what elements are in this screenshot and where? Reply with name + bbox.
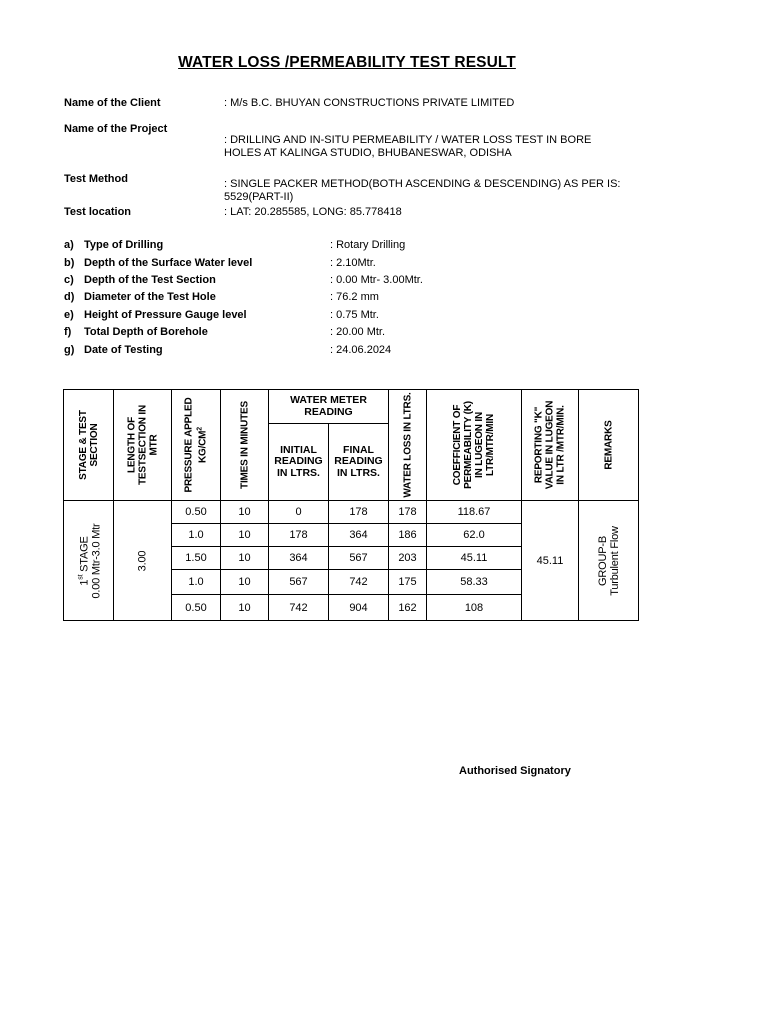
- item-total-depth: [64, 326, 208, 338]
- row-loss: 186: [389, 524, 427, 547]
- row-loss: 203: [389, 547, 427, 570]
- item-value-depth-test-section: : 0.00 Mtr- 3.00Mtr.: [330, 274, 423, 286]
- stage-cell: [64, 501, 114, 621]
- item-surface-water-level: [64, 257, 252, 269]
- row-final: 742: [329, 570, 389, 595]
- item-letter: e): [64, 309, 74, 321]
- row-k: 45.11: [427, 547, 522, 570]
- item-letter: d): [64, 291, 75, 303]
- length-cell: [114, 501, 172, 621]
- remarks-group: GROUP-B: [596, 535, 609, 586]
- header-pressure-sup: 2: [196, 426, 204, 431]
- item-label-text: Total Depth of Borehole: [84, 326, 208, 338]
- row-time: 10: [221, 501, 269, 524]
- row-loss: 162: [389, 595, 427, 621]
- row-loss: 175: [389, 570, 427, 595]
- remarks-cell: [579, 501, 639, 621]
- row-initial: 742: [269, 595, 329, 621]
- remarks-flow: Turbulent Flow: [608, 525, 621, 596]
- stage-num: 1: [77, 579, 90, 586]
- item-label-text: Type of Drilling: [84, 239, 164, 251]
- stage-word: STAGE: [77, 535, 90, 572]
- header-coefficient: [427, 390, 522, 501]
- item-letter: a): [64, 239, 74, 251]
- item-label-text: Diameter of the Test Hole: [84, 291, 216, 303]
- header-length-text: LENGTH OF TESTSECTION IN MTR: [126, 405, 159, 485]
- item-value-total-depth: : 20.00 Mtr.: [330, 326, 386, 338]
- authorised-signatory: Authorised Signatory: [459, 765, 571, 777]
- row-k: 118.67: [427, 501, 522, 524]
- row-final: 364: [329, 524, 389, 547]
- row-time: 10: [221, 547, 269, 570]
- header-pressure-text: [183, 395, 208, 495]
- header-remarks-text: REMARKS: [603, 420, 614, 470]
- item-depth-test-section: [64, 274, 216, 286]
- item-label-text: Date of Testing: [84, 344, 163, 356]
- header-stage-text: STAGE & TEST SECTION: [77, 410, 100, 480]
- item-value-diameter-test-hole: : 76.2 mm: [330, 291, 379, 303]
- row-loss: 178: [389, 501, 427, 524]
- test-method-label: Test Method: [64, 173, 128, 185]
- header-water-meter: WATER METER READING: [269, 390, 389, 424]
- header-reporting: [522, 390, 579, 501]
- table-row: [64, 501, 639, 524]
- row-final: 567: [329, 547, 389, 570]
- header-initial: INITIAL READING IN LTRS.: [269, 424, 329, 501]
- row-time: 10: [221, 595, 269, 621]
- row-time: 10: [221, 524, 269, 547]
- header-remarks: [579, 390, 639, 501]
- header-length: [114, 390, 172, 501]
- row-initial: 178: [269, 524, 329, 547]
- item-letter: g): [64, 344, 75, 356]
- item-date-of-testing: [64, 344, 163, 356]
- item-pressure-gauge-height: [64, 309, 247, 321]
- stage-text: [75, 501, 102, 621]
- row-initial: 567: [269, 570, 329, 595]
- item-letter: f): [64, 326, 72, 338]
- row-final: 904: [329, 595, 389, 621]
- header-stage: [64, 390, 114, 501]
- item-label-text: Depth of the Test Section: [84, 274, 216, 286]
- client-label: Name of the Client: [64, 97, 161, 109]
- row-pressure: 0.50: [172, 595, 221, 621]
- test-location-label: Test location: [64, 206, 132, 218]
- row-k: 62.0: [427, 524, 522, 547]
- row-pressure: 1.0: [172, 570, 221, 595]
- header-pressure-label: PRESSURE APPLED KG/CM: [183, 397, 209, 493]
- results-table: [63, 389, 639, 621]
- item-value-surface-water-level: : 2.10Mtr.: [330, 257, 376, 269]
- row-time: 10: [221, 570, 269, 595]
- header-times-text: TIMES IN MINUTES: [239, 401, 250, 489]
- item-letter: b): [64, 257, 75, 269]
- project-value: : DRILLING AND IN-SITU PERMEABILITY / WATER LOSS TEST IN BORE HOLES AT KALINGA STUDIO, BHUBANESWAR, ODISHA: [224, 134, 592, 159]
- row-pressure: 1.0: [172, 524, 221, 547]
- row-initial: 0: [269, 501, 329, 524]
- document-title: WATER LOSS /PERMEABILITY TEST RESULT: [178, 54, 516, 71]
- item-type-of-drilling: [64, 239, 163, 251]
- header-final: FINAL READING IN LTRS.: [329, 424, 389, 501]
- item-diameter-test-hole: [64, 291, 216, 303]
- row-final: 178: [329, 501, 389, 524]
- header-pressure: [172, 390, 221, 501]
- length-value: 3.00: [136, 550, 148, 571]
- item-label-text: Height of Pressure Gauge level: [84, 309, 247, 321]
- test-method-value: : SINGLE PACKER METHOD(BOTH ASCENDING & DESCENDING) AS PER IS: 5529(PART-II): [224, 178, 621, 203]
- row-initial: 364: [269, 547, 329, 570]
- reporting-value: 45.11: [522, 501, 579, 621]
- row-k: 108: [427, 595, 522, 621]
- header-reporting-text: REPORTING "K" VALUE IN LUGEON IN LTR /MTR/MIN.: [533, 400, 567, 490]
- header-coefficient-text: COEFFICIENT OF PERMEABILITY (K) IN LUGEON IN LTR/MTR/MIN: [452, 401, 496, 489]
- item-label-text: Depth of the Surface Water level: [84, 257, 253, 269]
- remarks-text: [597, 507, 621, 615]
- item-value-date-of-testing: : 24.06.2024: [330, 344, 392, 356]
- project-label: Name of the Project: [64, 123, 168, 135]
- stage-range: 0.00 Mtr-3.0 Mtr: [89, 522, 102, 599]
- item-value-type-of-drilling: : Rotary Drilling: [330, 239, 406, 251]
- item-value-pressure-gauge-height: : 0.75 Mtr.: [330, 309, 379, 321]
- row-pressure: 0.50: [172, 501, 221, 524]
- row-k: 58.33: [427, 570, 522, 595]
- stage-sup: st: [77, 574, 85, 580]
- row-pressure: 1.50: [172, 547, 221, 570]
- client-value: : M/s B.C. BHUYAN CONSTRUCTIONS PRIVATE LIMITED: [224, 97, 515, 109]
- header-water-loss: [389, 390, 427, 501]
- test-location-value: : LAT: 20.285585, LONG: 85.778418: [224, 206, 402, 218]
- header-times: [221, 390, 269, 501]
- item-letter: c): [64, 274, 74, 286]
- header-water-loss-text: WATER LOSS IN LTRS.: [402, 392, 413, 498]
